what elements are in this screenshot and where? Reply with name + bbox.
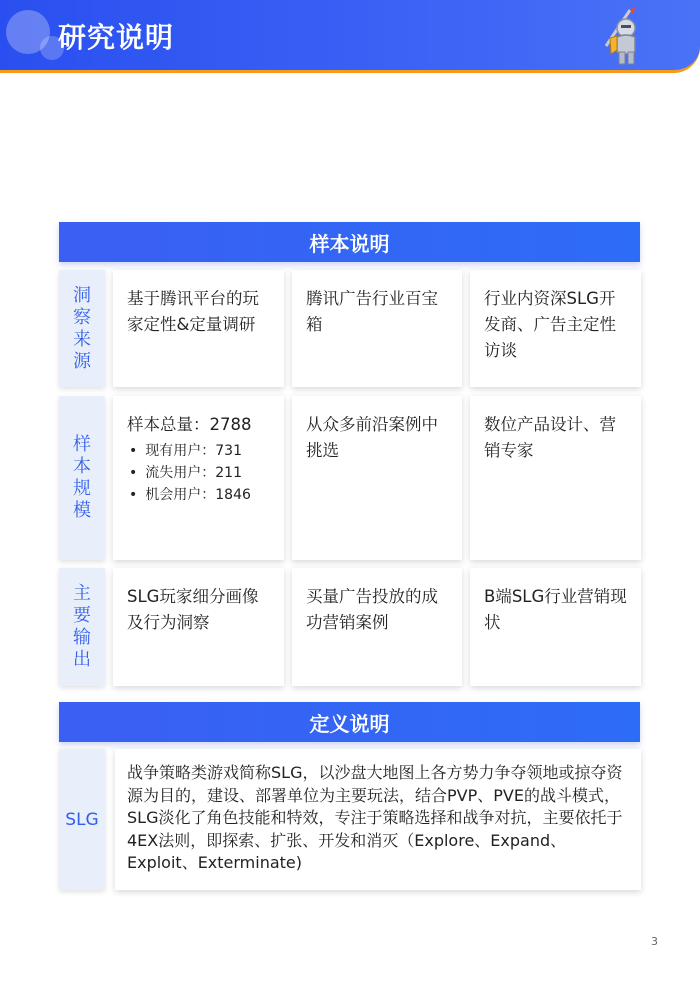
knight-mascot-icon — [600, 6, 646, 68]
row-label-text: SLG — [65, 809, 99, 830]
row-label-slg — [59, 749, 105, 890]
definition-section-title: 定义说明 — [59, 702, 640, 742]
cell-text: SLG玩家细分画像及行为洞察 — [127, 587, 259, 632]
cell-source-toolbox — [292, 270, 462, 387]
row-label-text: 洞察来源 — [73, 284, 91, 372]
cell-text: 行业内资深SLG开发商、广告主定性访谈 — [484, 289, 616, 360]
sample-total: 样本总量：2788 — [127, 415, 252, 434]
list-item: • 机会用户：1846 — [127, 484, 270, 506]
row-label-scale — [59, 396, 105, 560]
cell-output-cases — [292, 568, 462, 686]
row-label-source — [59, 270, 105, 387]
row-label-output — [59, 568, 105, 686]
row-label-text: 样本规模 — [73, 434, 91, 521]
cell-text: 腾讯广告行业百宝箱 — [306, 289, 438, 334]
cell-output-persona — [113, 568, 284, 686]
page-title: 研究说明 — [58, 21, 175, 54]
sample-breakdown-list — [127, 440, 270, 506]
page-number: 3 — [651, 935, 658, 948]
cell-text: 买量广告投放的成功营销案例 — [306, 587, 438, 632]
slg-definition — [115, 749, 641, 890]
cell-sample-size — [113, 396, 284, 560]
sample-section-title: 样本说明 — [59, 222, 640, 262]
cell-source-survey — [113, 270, 284, 387]
cell-text: 从众多前沿案例中挑选 — [306, 415, 438, 460]
row-label-text: 主要输出 — [73, 583, 91, 670]
definition-text: 战争策略类游戏简称SLG，以沙盘大地图上各方势力争夺领地或掠夺资源为目的，建设、部署单位为主要玩法，结合PVP、PVE的战斗模式，SLG淡化了角色技能和特效，专注于策略选择和战争对抗，主要依托于4EX法则，即探索、扩张、开发和消灭（Explore、Expand、Exploit、Exterminate) — [127, 763, 623, 872]
page-header — [0, 0, 700, 73]
cell-text: 基于腾讯平台的玩家定性&定量调研 — [127, 289, 259, 334]
cell-output-industry — [470, 568, 641, 686]
list-item: • 现有用户：731 — [127, 440, 270, 462]
cell-experts — [470, 396, 641, 560]
cell-text: 数位产品设计、营销专家 — [484, 415, 616, 460]
cell-cases — [292, 396, 462, 560]
cell-source-interviews — [470, 270, 641, 387]
list-item: • 流失用户：211 — [127, 462, 270, 484]
cell-text: B端SLG行业营销现状 — [484, 587, 627, 632]
